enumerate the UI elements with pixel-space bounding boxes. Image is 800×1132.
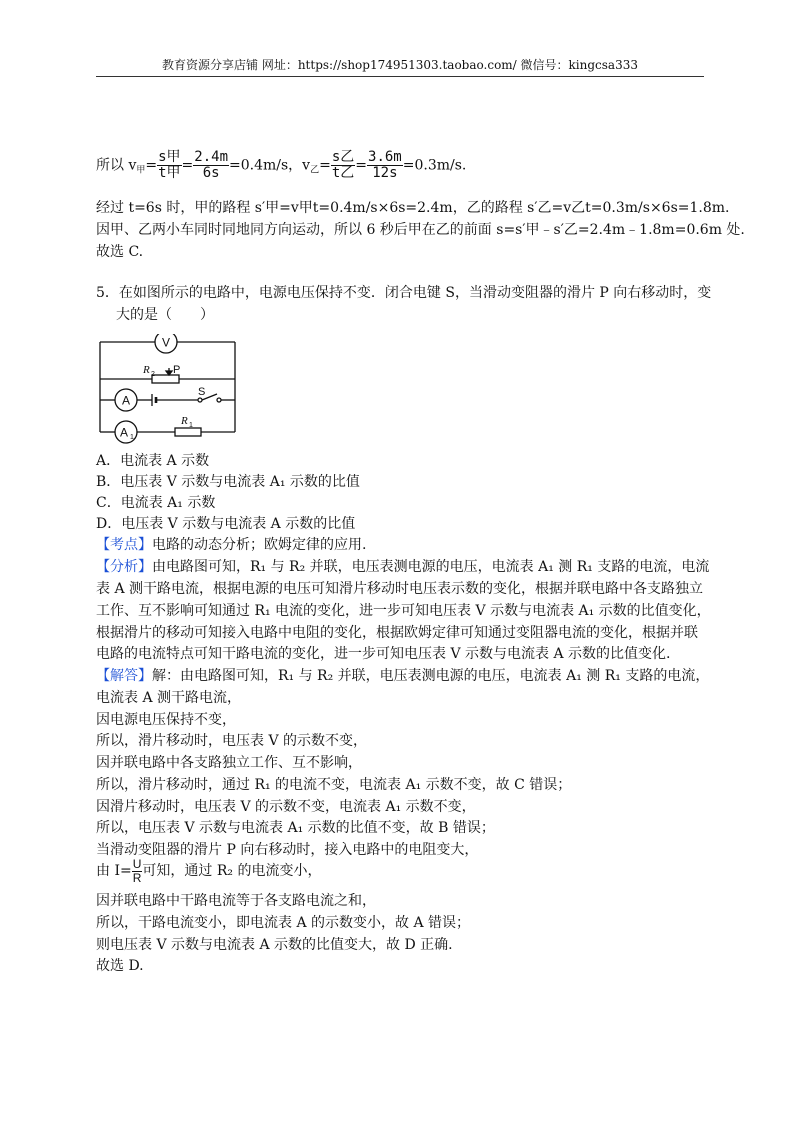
fenxi-line3: 工作、互不影响可知通过 R₁ 电流的变化，进一步可知电压表 V 示数与电流表 A₁ 示数的比值变化， [96,603,711,619]
fenxi-line2: 表 A 测干路电流，根据电源的电压可知滑片移动时电压表示数的变化，根据并联电路中各支路独立 [96,581,704,597]
frac-den: 12s [372,165,398,181]
sub-yi: 乙 [310,165,320,176]
ohm-suffix: 可知，通过 R₂ 的电流变小， [142,863,322,879]
switch-s-label: S [198,386,206,398]
ammeter-a-label: A [121,393,131,408]
voltmeter-label: V [161,335,171,350]
frac-num: 2.4m [194,149,228,165]
jieda-line1 [96,666,709,686]
fenxi-tag: 【分析】 [96,559,152,575]
jieda-line14: 故选 D. [96,958,144,974]
speed-prefix: 所以 v [96,157,137,174]
fraction-s-over-t-yi [331,150,355,181]
equals-sign: = [181,157,194,174]
frac-num: U [132,856,142,871]
header-divider [96,76,704,77]
jieda-line2: 电流表 A 测干路电流， [96,690,242,706]
frac-num: 3.6m [368,149,402,165]
option-c: C．电流表 A₁ 示数 [96,495,216,511]
fenxi-line4: 根据滑片的移动可知接入电路中电阻的变化，根据欧姆定律可知通过变阻器电流的变化，根据并联 [96,625,698,641]
frac-num: s乙 [331,149,355,165]
r2-label: R [143,364,150,376]
sub-jia: 甲 [136,165,146,176]
jieda-line6: 所以，滑片移动时，通过 R₁ 的电流不变，电流表 A₁ 示数不变，故 C 错误； [96,777,572,793]
jieda-tag: 【解答】 [96,668,152,684]
jieda-line9: 当滑动变阻器的滑片 P 向右移动时，接入电路中的电阻变大， [96,842,479,858]
page-header: 教育资源分享店铺 网址：https://shop174951303.taobao.com/ 微信号：kingcsa333 [162,58,638,72]
jieda-ohm-line [96,856,321,886]
fraction-s-over-t-jia [157,150,181,181]
jieda-line7: 因滑片移动时，电压表 V 的示数不变，电流表 A₁ 示数不变， [96,799,476,815]
jieda-line11: 因并联电路中干路电流等于各支路电流之和， [96,893,376,909]
option-b: B．电压表 V 示数与电流表 A₁ 示数的比值 [96,474,360,490]
position-line: 因甲、乙两小车同时同地同方向运动，所以 6 秒后甲在乙的前面 s=s′甲﹣s′乙=2.4m﹣1.8m=0.6m 处. [96,222,745,238]
jieda-line12: 所以，干路电流变小，即电流表 A 的示数变小，故 A 错误； [96,915,471,931]
speed1-result: =0.4m/s，v [229,157,311,174]
ammeter-a1-sub: 1 [130,434,134,441]
jieda-text1: 解：由电路图可知，R₁ 与 R₂ 并联，电压表测电源的电压，电流表 A₁ 测 R₁ 支路的电流， [152,668,710,684]
option-d: D．电压表 V 示数与电流表 A 示数的比值 [96,516,356,532]
jieda-line13: 则电压表 V 示数与电流表 A 示数的比值变大，故 D 正确. [96,937,453,953]
frac-den: t乙 [331,165,355,181]
frac-den: R [132,870,142,885]
kaodian-line [96,535,366,555]
r1-sub: 1 [189,422,193,429]
fraction-3-6m-over-12s [367,150,403,181]
speed2-result: =0.3m/s. [402,157,467,174]
frac-den: t甲 [158,165,181,181]
fenxi-line1 [96,557,709,577]
jieda-line8: 所以，电压表 V 示数与电流表 A₁ 示数的比值不变，故 B 错误； [96,820,495,836]
ammeter-a1-label: A [119,425,129,440]
question-5-line1: 5．在如图所示的电路中，电源电压保持不变．闭合电键 S，当滑动变阻器的滑片 P 向右移动时，变 [96,285,712,301]
kaodian-tag: 【考点】 [96,537,152,553]
kaodian-text: 电路的动态分析；欧姆定律的应用. [152,537,367,553]
speed-formula-line [96,150,466,186]
answer-c-line: 故选 C. [96,244,144,260]
jieda-line3: 因电源电压保持不变， [96,712,236,728]
frac-den: 6s [202,165,220,181]
fraction-u-over-r [132,858,143,885]
fenxi-line5: 电路的电流特点可知干路电流的变化，进一步可知电压表 V 示数与电流表 A 示数的比值变化. [96,646,671,662]
r2-sub: 2 [151,371,155,378]
equals-sign: = [145,157,158,174]
circuit-diagram [96,334,246,446]
equals-sign: = [319,157,331,174]
fraction-2-4m-over-6s [193,150,229,181]
distance-line: 经过 t=6s 时，甲的路程 s′甲=v甲t=0.4m/s×6s=2.4m，乙的路程 s′乙=v乙t=0.3m/s×6s=1.8m. [96,200,730,216]
ohm-prefix: 由 I= [96,863,132,879]
r1-label: R [181,415,188,427]
question-5-line2: 大的是（ ） [116,307,214,323]
option-a: A．电流表 A 示数 [96,453,210,469]
jieda-line4: 所以，滑片移动时，电压表 V 的示数不变， [96,733,368,749]
fenxi-text1: 由电路图可知，R₁ 与 R₂ 并联，电压表测电源的电压，电流表 A₁ 测 R₁ 支路的电流，电流 [152,559,710,575]
jieda-line5: 因并联电路中各支路独立工作、互不影响， [96,755,362,771]
equals-sign: = [355,157,368,174]
frac-num: s甲 [158,149,181,165]
slider-p-label: P [173,364,181,376]
